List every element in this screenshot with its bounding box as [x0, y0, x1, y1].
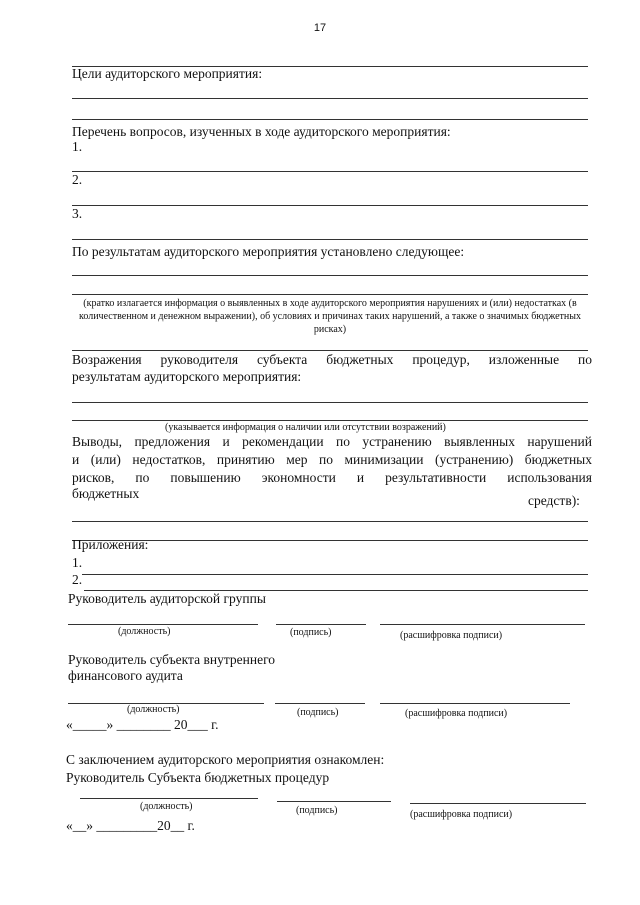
objections-line-1: Возражения руководителя субъекта бюджетных процедур, изложенные по: [72, 352, 592, 367]
rule-line: [72, 98, 588, 99]
rule-line: [72, 521, 588, 522]
budget-head-label: Руководитель Субъекта бюджетных процедур: [66, 770, 330, 785]
signature-line: [277, 801, 391, 802]
goals-label: Цели аудиторского мероприятия:: [72, 66, 263, 81]
attachment-number: 2.: [72, 572, 83, 587]
rule-line: [72, 171, 588, 172]
attachment-number: 1.: [72, 555, 83, 570]
objections-line-2: результатам аудиторского мероприятия:: [72, 369, 302, 384]
results-label: По результатам аудиторского мероприятия установлено следующее:: [72, 244, 465, 259]
internal-audit-head-line-1: Руководитель субъекта внутреннего: [68, 652, 276, 667]
rule-line: [72, 540, 588, 541]
questions-label: Перечень вопросов, изученных в ходе аудиторского мероприятия:: [72, 124, 451, 139]
conclusions-line-3: рисков, по повышению экономности и результативности использования: [72, 470, 592, 485]
audit-group-head-label: Руководитель аудиторской группы: [68, 591, 266, 606]
conclusions-line-5: средств):: [528, 493, 580, 508]
rule-line: [72, 119, 588, 120]
signature-line: [380, 703, 570, 704]
results-hint: (кратко излагается информация о выявленных в ходе аудиторского мероприятия нарушениях и (или) недостатках (в количественном и денежном выражении), об условиях и причинах таких нарушений, а также о значимых бюджетных рисках): [79, 298, 581, 335]
position-caption: (должность): [140, 801, 193, 812]
date-line: «__» _________20__ г.: [66, 818, 195, 833]
date-line: «_____» ________ 20___ г.: [66, 717, 219, 732]
decoding-caption: (расшифровка подписи): [405, 708, 508, 719]
signature-line: [276, 624, 366, 625]
signature-line: [80, 798, 258, 799]
signature-line: [68, 624, 258, 625]
question-number: 2.: [72, 172, 83, 187]
acquainted-label: С заключением аудиторского мероприятия ознакомлен:: [66, 752, 385, 767]
rule-line: [72, 239, 588, 240]
rule-line: [72, 205, 588, 206]
signature-line: [275, 703, 365, 704]
internal-audit-head-line-2: финансового аудита: [68, 668, 183, 683]
rule-line: [72, 275, 588, 276]
signature-caption: (подпись): [296, 805, 338, 816]
page-number: 17: [313, 22, 327, 34]
objections-hint: (указывается информация о наличии или отсутствии возражений): [165, 422, 446, 433]
attachments-label: Приложения:: [72, 537, 149, 552]
conclusions-line-1: Выводы, предложения и рекомендации по устранению выявленных нарушений: [72, 434, 592, 449]
signature-line: [410, 803, 586, 804]
rule-line: [82, 574, 588, 575]
conclusions-line-2: и (или) недостатков, принятию мер по минимизации (устранению) бюджетных: [72, 452, 592, 467]
position-caption: (должность): [127, 704, 180, 715]
question-number: 3.: [72, 206, 83, 221]
signature-caption: (подпись): [290, 627, 332, 638]
position-caption: (должность): [118, 626, 171, 637]
conclusions-line-4: бюджетных: [72, 486, 140, 501]
rule-line: [72, 350, 588, 351]
question-number: 1.: [72, 139, 83, 154]
signature-caption: (подпись): [297, 707, 339, 718]
rule-line: [72, 420, 588, 421]
rule-line: [72, 402, 588, 403]
signature-line: [380, 624, 585, 625]
decoding-caption: (расшифровка подписи): [410, 809, 513, 820]
decoding-caption: (расшифровка подписи): [400, 630, 503, 641]
rule-line: [72, 294, 588, 295]
